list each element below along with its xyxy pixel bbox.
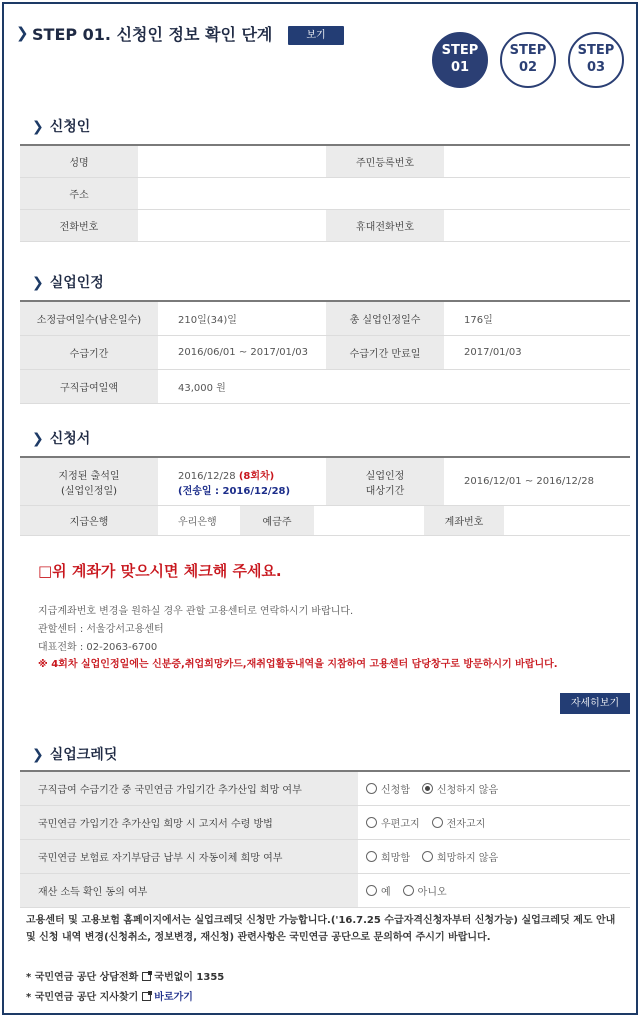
address-label: 주소	[20, 178, 138, 209]
radio-label: 예	[381, 887, 391, 898]
step-01-indicator	[432, 32, 488, 88]
expiry-label: 수급기간 만료일	[326, 336, 444, 369]
table-row	[20, 458, 630, 506]
daily-amount-value: 43,000 원	[178, 383, 226, 394]
step-label: STEP	[577, 43, 615, 58]
step-label: STEP	[441, 43, 479, 58]
radio-consent-no[interactable]	[403, 883, 447, 898]
view-button[interactable]: 보기	[288, 26, 344, 45]
credit-options	[366, 806, 630, 839]
step-number: 02	[518, 60, 538, 75]
nps-phone-label: * 국민연금 공단 상담전화	[26, 972, 139, 983]
period-value: 2016/06/01 ~ 2017/01/03	[178, 347, 309, 358]
unemployment-table	[20, 300, 630, 404]
benefit-days-label: 소정급여일수(남은일수)	[20, 302, 158, 335]
page-title: STEP 01. 신청인 정보 확인 단계	[32, 25, 273, 44]
nps-phone-value: 국번없이 1355	[154, 972, 225, 983]
radio-label: 우편고지	[381, 819, 420, 830]
center-info: 관할센터 : 서울강서고용센터	[38, 624, 164, 635]
target-period-label-line2: 대상기간	[365, 485, 405, 497]
chevron-right-icon: ❯	[16, 24, 29, 42]
rrn-label: 주민등록번호	[326, 146, 444, 177]
page-frame	[2, 2, 638, 1015]
table-row	[20, 772, 630, 806]
nps-phone-line	[26, 968, 224, 983]
radio-apply[interactable]	[366, 781, 410, 796]
chevron-right-icon: ❯	[32, 275, 44, 291]
chevron-right-icon: ❯	[32, 119, 44, 135]
credit-options	[366, 840, 630, 873]
radio-email-notice[interactable]	[432, 815, 486, 830]
credit-question: 국민연금 가입기간 추가산입 희망 시 고지서 수령 방법	[20, 806, 358, 839]
nps-branch-label: * 국민연금 공단 지사찾기	[26, 992, 139, 1003]
detail-button[interactable]: 자세히보기	[560, 693, 630, 714]
radio-circle[interactable]	[366, 851, 377, 862]
section-title-applicant	[32, 116, 90, 136]
radio-circle-selected[interactable]	[422, 783, 433, 794]
period-label: 수급기간	[20, 336, 158, 369]
bank-value: 우리은행	[178, 517, 217, 528]
table-row	[20, 302, 630, 336]
radio-label: 희망함	[381, 853, 410, 864]
sent-date: (전송일 : 2016/12/28)	[178, 485, 291, 497]
daily-amount-label: 구직급여일액	[20, 370, 158, 403]
radio-label: 희망하지 않음	[436, 853, 499, 864]
credit-question: 국민연금 보험료 자기부담금 납부 시 자동이체 희망 여부	[20, 840, 358, 873]
table-row	[20, 874, 630, 908]
table-row	[20, 178, 630, 210]
radio-circle[interactable]	[366, 885, 377, 896]
attendance-date-label-line2: (실업인정일)	[60, 485, 118, 497]
phone-label: 전화번호	[20, 210, 138, 241]
step-label: STEP	[509, 43, 547, 58]
section-title-text: 신청인	[49, 119, 91, 135]
step-number: 03	[586, 60, 606, 75]
applicant-table	[20, 144, 630, 242]
attendance-date-value	[158, 458, 326, 505]
credit-options	[366, 772, 630, 805]
nps-branch-line	[26, 988, 193, 1003]
credit-question: 구직급여 수급기간 중 국민연금 가입기간 추가산입 희망 여부	[20, 772, 358, 805]
radio-circle[interactable]	[366, 817, 377, 828]
bank-label: 지급은행	[20, 506, 158, 535]
table-row	[20, 146, 630, 178]
attendance-round: (8회차)	[238, 470, 275, 482]
section-title-application	[32, 428, 90, 448]
target-period-label	[326, 458, 444, 505]
table-row	[20, 336, 630, 370]
target-period-value: 2016/12/01 ~ 2016/12/28	[464, 476, 595, 487]
mobile-label: 휴대전화번호	[326, 210, 444, 241]
radio-not-apply[interactable]	[422, 781, 498, 796]
radio-label: 신청함	[381, 785, 410, 796]
table-row	[20, 806, 630, 840]
credit-question: 재산 소득 확인 동의 여부	[20, 874, 358, 907]
nps-branch-link[interactable]: 바로가기	[154, 992, 193, 1003]
table-row	[20, 840, 630, 874]
section-title-unemployment	[32, 272, 104, 292]
external-link-icon	[142, 972, 151, 981]
radio-autopay-yes[interactable]	[366, 849, 410, 864]
step-03-indicator	[568, 32, 624, 88]
radio-circle[interactable]	[422, 851, 433, 862]
section-title-text: 실업인정	[49, 275, 104, 291]
radio-circle[interactable]	[403, 885, 414, 896]
table-row	[20, 370, 630, 404]
name-label: 성명	[20, 146, 138, 177]
account-check-message[interactable]: □위 계좌가 맞으시면 체크해 주세요.	[38, 562, 282, 580]
radio-autopay-no[interactable]	[422, 849, 498, 864]
step-number: 01	[450, 60, 470, 75]
radio-label: 신청하지 않음	[436, 785, 499, 796]
credit-table	[20, 770, 630, 908]
benefit-days-value: 210일(34)일	[178, 315, 237, 326]
credit-options	[366, 874, 630, 907]
radio-circle[interactable]	[366, 783, 377, 794]
attendance-date-label	[20, 458, 158, 505]
radio-circle[interactable]	[432, 817, 443, 828]
expiry-value: 2017/01/03	[464, 347, 522, 358]
step-02-indicator	[500, 32, 556, 88]
chevron-right-icon: ❯	[32, 747, 44, 763]
credit-notice: 고용센터 및 고용보험 홈페이지에서는 실업크레딧 신청만 가능합니다.('16.7.25 수급자격신청자부터 신청가능) 실업크레딧 제도 안내 및 신청 내역 변경(신청취소, 정보변경, 재신청) 관련사항은 국민연금 공단으로 문의하여 주시기 바랍니다.	[26, 915, 616, 943]
table-row	[20, 210, 630, 242]
total-days-label: 총 실업인정일수	[326, 302, 444, 335]
radio-label: 아니오	[417, 887, 447, 898]
section-title-text: 신청서	[49, 431, 91, 447]
attendance-date-line	[178, 467, 274, 482]
section-title-text: 실업크레딧	[49, 747, 118, 763]
center-phone: 대표전화 : 02-2063-6700	[38, 642, 158, 653]
external-link-icon	[142, 992, 151, 1001]
total-days-value: 176일	[464, 315, 493, 326]
chevron-right-icon: ❯	[32, 431, 44, 447]
radio-consent-yes[interactable]	[366, 883, 391, 898]
account-label: 계좌번호	[424, 506, 504, 535]
attendance-date-label-line1: 지정된 출석일	[58, 470, 120, 482]
application-table	[20, 456, 630, 536]
page-header	[16, 18, 628, 88]
account-change-info: 지급계좌번호 변경을 원하실 경우 관할 고용센터로 연락하시기 바랍니다.	[38, 606, 354, 617]
radio-label: 전자고지	[446, 819, 486, 830]
visit-warning: ※ 4회차 실업인정일에는 신분증,취업희망카드,재취업활동내역을 지참하여 고용센터 담당창구로 방문하시기 바랍니다.	[38, 659, 558, 670]
radio-mail-notice[interactable]	[366, 815, 420, 830]
attendance-date: 2016/12/28	[178, 470, 236, 482]
target-period-label-line1: 실업인정	[365, 470, 405, 482]
section-title-credit	[32, 744, 117, 764]
holder-label: 예금주	[240, 506, 314, 535]
table-row	[20, 506, 630, 536]
